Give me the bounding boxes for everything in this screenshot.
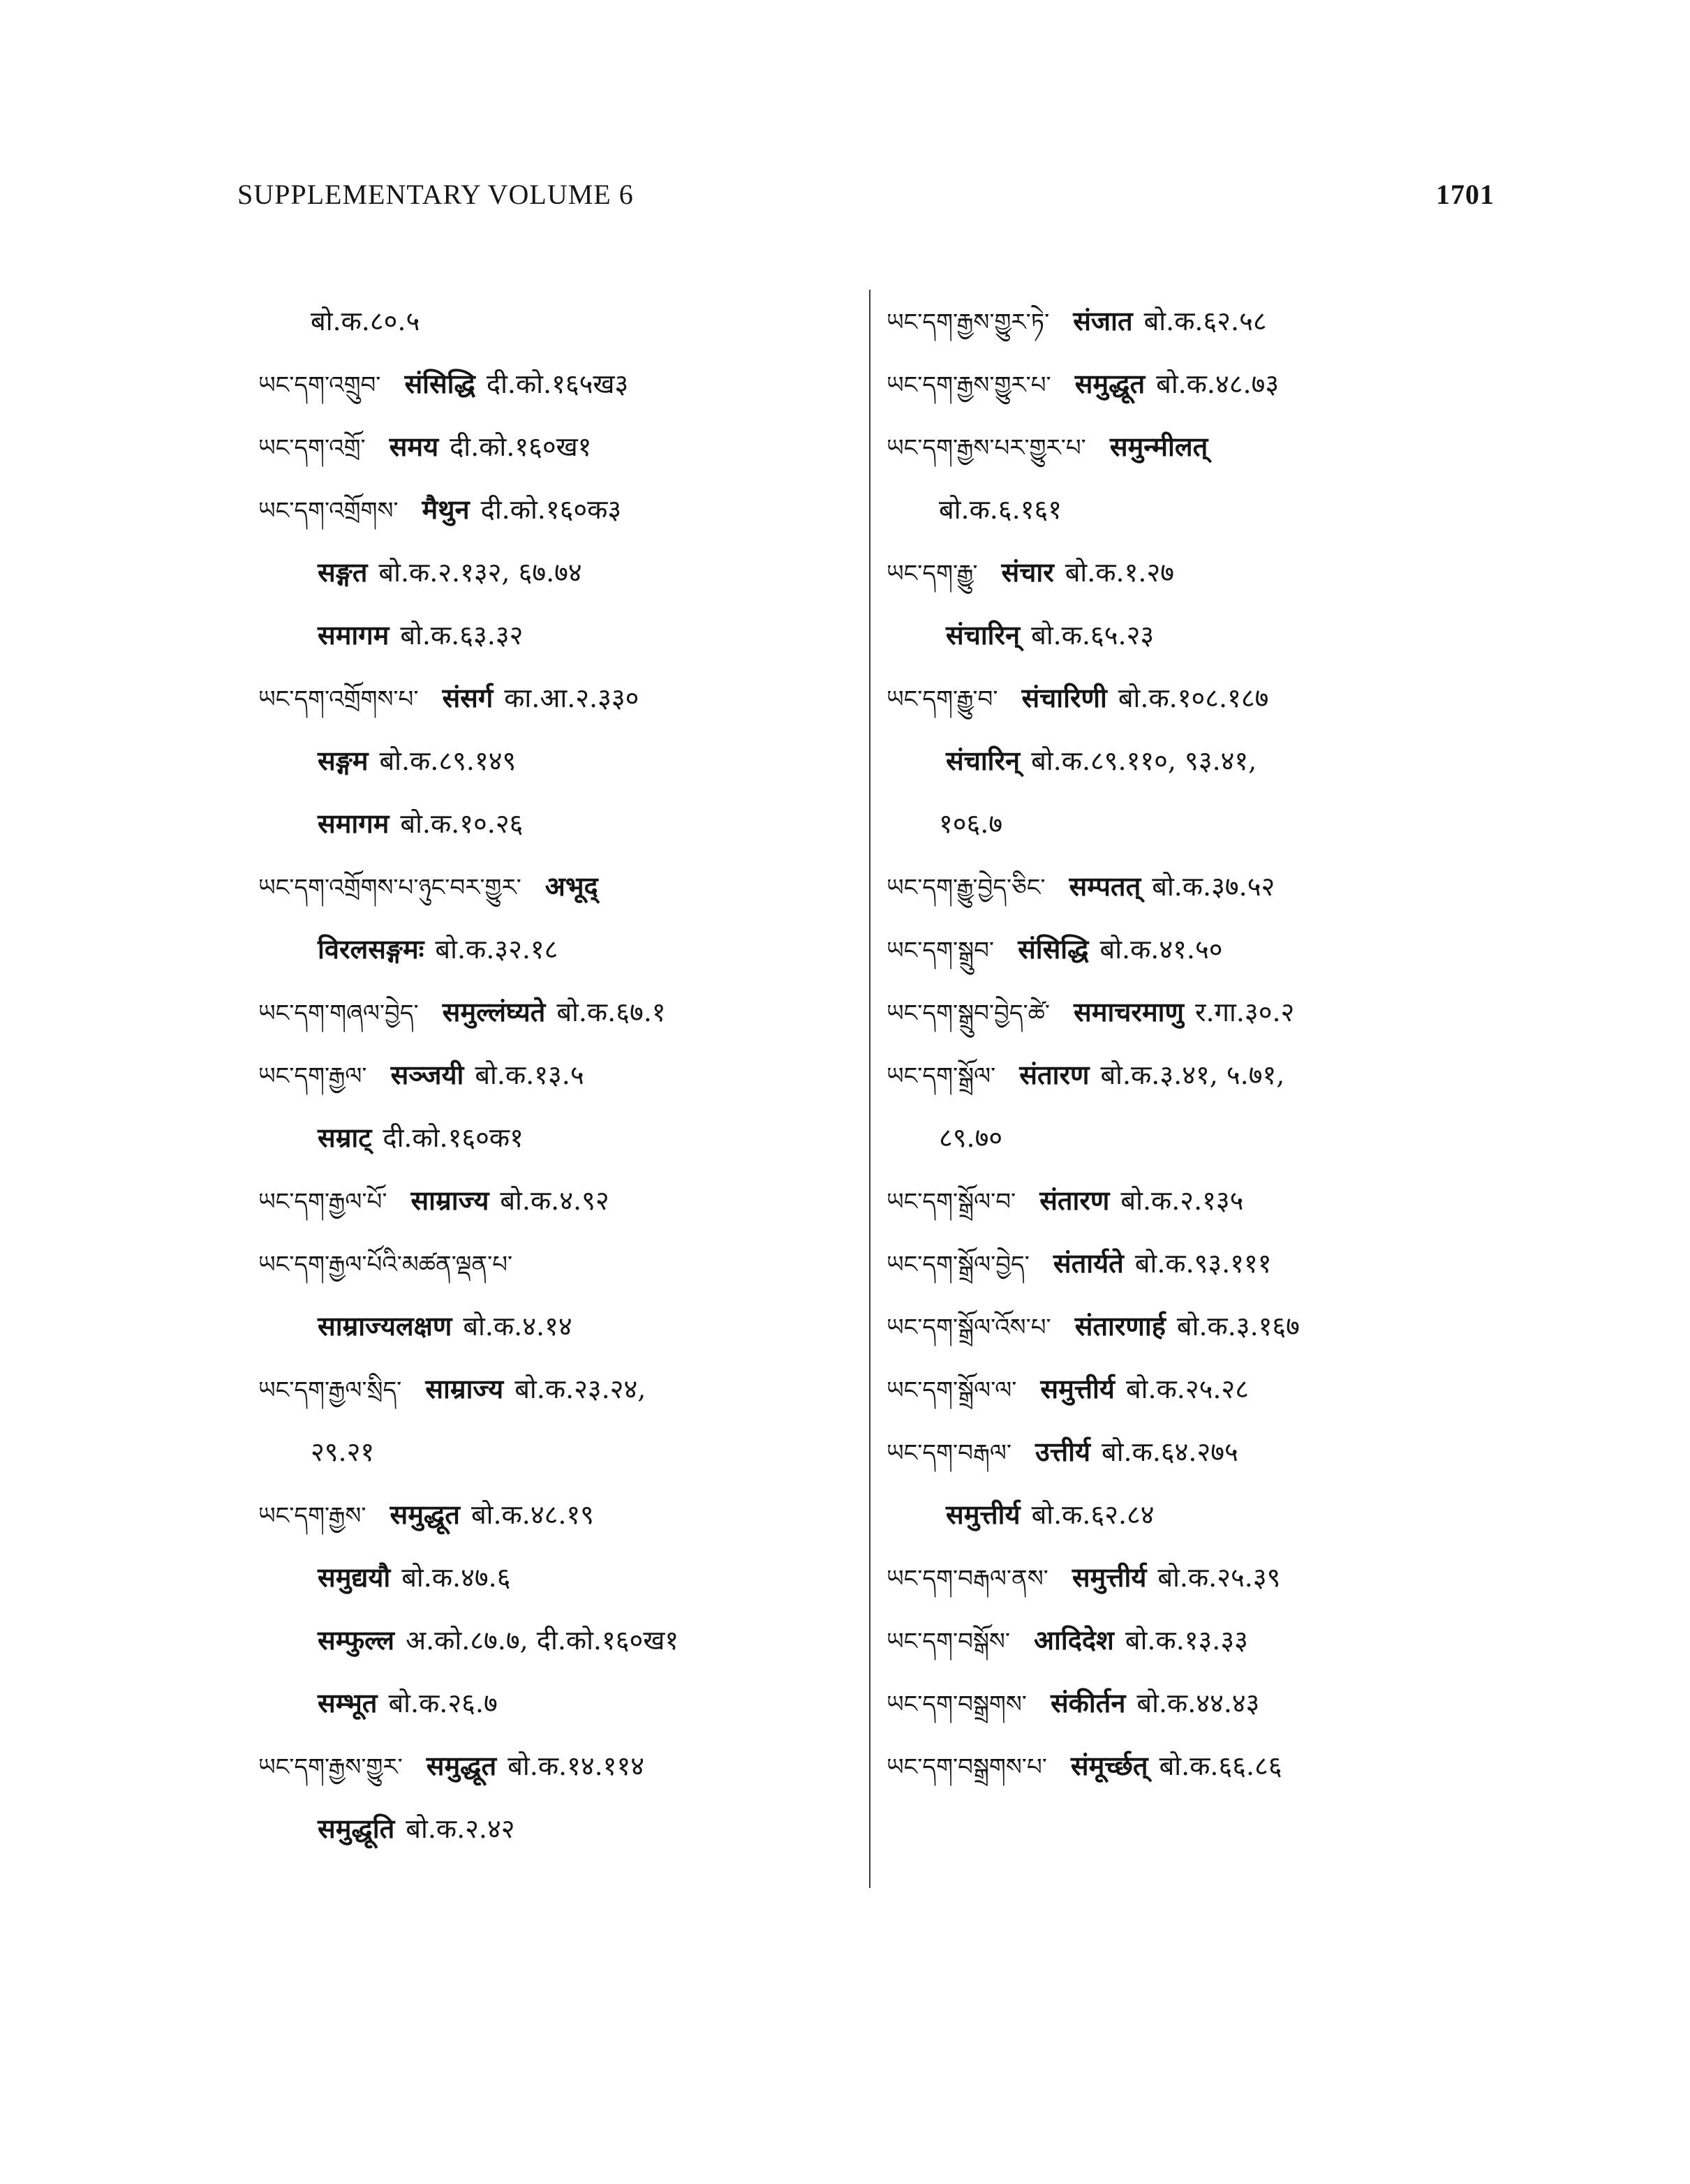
tibetan-headword: ཡང་དག་སྒྲོལ་འོས་པ་ bbox=[887, 1314, 1051, 1342]
dictionary-entry bbox=[887, 1734, 1282, 1797]
sub-entry bbox=[946, 1483, 1155, 1546]
source-reference: बो.क.९३.१११ bbox=[1134, 1248, 1272, 1279]
page-number: 1701 bbox=[1436, 179, 1495, 210]
source-reference: बो.क.१०.२६ bbox=[400, 808, 524, 839]
column-divider bbox=[869, 290, 870, 1888]
dictionary-entry bbox=[887, 1609, 1248, 1672]
sanskrit-equivalent: संजात bbox=[1073, 305, 1133, 336]
sanskrit-equivalent: समुद्धूत bbox=[1074, 368, 1146, 399]
continuation-line bbox=[939, 478, 1062, 541]
source-reference: बो.क.६६.८६ bbox=[1159, 1751, 1282, 1781]
sanskrit-equivalent: सम्भूत bbox=[318, 1687, 378, 1718]
tibetan-headword: ཡང་དག་རྒྱས་གྱུར་པ་ bbox=[887, 371, 1051, 399]
source-reference: बो.क.८९.१४९ bbox=[379, 745, 517, 776]
sanskrit-equivalent: साम्राज्य bbox=[425, 1373, 504, 1404]
sub-entry bbox=[318, 1672, 498, 1734]
sub-entry bbox=[946, 729, 1257, 792]
sanskrit-equivalent: समुत्तीर्य bbox=[1040, 1373, 1115, 1404]
tibetan-headword: ཡང་དག་རྒྱས་གྱུར་ bbox=[258, 1753, 403, 1781]
source-reference: बो.क.६५.२३ bbox=[1031, 620, 1155, 651]
dictionary-entry bbox=[258, 1169, 609, 1232]
sanskrit-equivalent: सम्फुल्ल bbox=[318, 1624, 395, 1656]
dictionary-entry bbox=[887, 1546, 1280, 1609]
sanskrit-equivalent: संसर्ग bbox=[442, 682, 494, 713]
tibetan-headword: ཡང་དག་རྒྱས་ bbox=[258, 1502, 366, 1530]
tibetan-headword: ཡང་དག་གཞལ་བྱེད་ bbox=[258, 1000, 419, 1027]
source-reference: बो.क.२.१३५ bbox=[1120, 1185, 1244, 1216]
sanskrit-equivalent: समुल्लंघ्यते bbox=[442, 996, 546, 1027]
source-reference: बो.क.४८.७३ bbox=[1156, 369, 1280, 399]
source-reference: बो.क.२६.७ bbox=[388, 1688, 498, 1718]
tibetan-headword: ཡང་དག་བསྒོས་ bbox=[887, 1628, 1011, 1656]
tibetan-headword: ཡང་དག་བརྒལ་ bbox=[887, 1439, 1012, 1467]
sanskrit-equivalent: सङ्गम bbox=[318, 745, 369, 776]
dictionary-entry bbox=[258, 352, 628, 415]
tibetan-headword: ཡང་དག་འགྲོགས་ bbox=[258, 497, 399, 525]
source-reference: बो.क.२५.२८ bbox=[1125, 1374, 1249, 1404]
source-reference: बो.क.३२.१८ bbox=[435, 934, 558, 965]
tibetan-headword: ཡང་དག་བསྒྲགས་པ་ bbox=[887, 1753, 1047, 1781]
sanskrit-equivalent: उत्तीर्य bbox=[1035, 1436, 1091, 1467]
sanskrit-equivalent: संतार्यते bbox=[1053, 1247, 1124, 1279]
dictionary-entry bbox=[887, 290, 1267, 352]
tibetan-headword: ཡང་དག་འགྲོ་ bbox=[258, 434, 366, 462]
sanskrit-equivalent: संकीर्तन bbox=[1050, 1687, 1126, 1718]
sanskrit-equivalent: संसिद्धि bbox=[1018, 933, 1089, 965]
sanskrit-equivalent: समुन्मीलत् bbox=[1109, 431, 1208, 462]
source-reference: बो.क.६४.२७५ bbox=[1102, 1436, 1238, 1467]
dictionary-entry bbox=[258, 478, 621, 541]
source-reference: बो.क.४.१४ bbox=[463, 1311, 572, 1342]
sanskrit-equivalent: संतारण bbox=[1019, 1059, 1090, 1090]
dictionary-entry bbox=[887, 415, 1219, 478]
sanskrit-equivalent: समुद्धूत bbox=[390, 1499, 460, 1530]
source-reference: बो.क.१०८.१८७ bbox=[1118, 683, 1269, 713]
running-title: SUPPLEMENTARY VOLUME 6 bbox=[237, 179, 634, 210]
continuation-line bbox=[939, 792, 1002, 855]
source-reference: बो.क.४.९२ bbox=[500, 1185, 609, 1216]
sanskrit-equivalent: संचारिन् bbox=[946, 745, 1021, 776]
sanskrit-equivalent: संचारिणी bbox=[1021, 682, 1107, 713]
tibetan-headword: ཡང་དག་འགྲོགས་པ་ཉུང་བར་གྱུར་ bbox=[258, 874, 521, 902]
source-reference: ८९.७० bbox=[939, 1122, 1003, 1153]
source-reference: बो.क.४४.४३ bbox=[1136, 1688, 1260, 1718]
sanskrit-equivalent: अभूद् bbox=[544, 870, 598, 902]
dictionary-entry bbox=[887, 1232, 1272, 1295]
source-reference: दी.को.१६५ख३ bbox=[486, 369, 629, 399]
dictionary-entry bbox=[258, 1232, 536, 1295]
sub-entry bbox=[318, 1106, 524, 1169]
source-reference: का.आ.२.३३० bbox=[504, 683, 639, 713]
sanskrit-equivalent: विरलसङ्गमः bbox=[318, 933, 424, 965]
source-reference: बो.क.१.२७ bbox=[1065, 557, 1174, 588]
tibetan-headword: ཡང་དག་རྒྱལ་པོའི་མཚན་ལྡན་པ་ bbox=[258, 1251, 513, 1279]
dictionary-entry bbox=[887, 855, 1275, 918]
sanskrit-equivalent: साम्राज्यलक्षण bbox=[318, 1310, 452, 1342]
tibetan-headword: ཡང་དག་རྒྱས་གྱུར་ཏེ་ bbox=[887, 309, 1050, 336]
tibetan-headword: ཡང་དག་འགྲུབ་ bbox=[258, 371, 381, 399]
tibetan-headword: ཡང་དག་འགྲོགས་པ་ bbox=[258, 685, 419, 713]
tibetan-headword: ཡང་དག་རྒྱལ་ bbox=[258, 1062, 367, 1090]
continuation-line bbox=[311, 1420, 374, 1483]
source-reference: बो.क.८०.५ bbox=[311, 306, 420, 336]
source-reference: बो.क.२.४२ bbox=[406, 1813, 515, 1844]
dictionary-entry bbox=[887, 1169, 1243, 1232]
dictionary-entry bbox=[258, 981, 666, 1043]
sanskrit-equivalent: संसिद्धि bbox=[404, 368, 475, 399]
dictionary-entry bbox=[887, 541, 1174, 604]
sanskrit-equivalent: सञ्जयी bbox=[390, 1059, 464, 1090]
source-reference: बो.क.१३.५ bbox=[475, 1060, 584, 1090]
tibetan-headword: ཡང་དག་སྒྲོལ་བྱེད་ bbox=[887, 1251, 1030, 1279]
sanskrit-equivalent: संतारणार्ह bbox=[1074, 1310, 1166, 1342]
source-reference: बो.क.३.४१, ५.७१, bbox=[1100, 1060, 1285, 1090]
sanskrit-equivalent: समुद्धूत bbox=[426, 1750, 497, 1781]
source-reference: बो.क.६२.५८ bbox=[1143, 306, 1267, 336]
tibetan-headword: ཡང་དག་སྒྲོལ་བ་ bbox=[887, 1188, 1016, 1216]
sanskrit-equivalent: साम्राज्य bbox=[410, 1184, 489, 1216]
sanskrit-equivalent: संमूर्च्छत् bbox=[1070, 1750, 1148, 1781]
dictionary-entry bbox=[258, 1734, 644, 1797]
tibetan-headword: ཡང་དག་རྒྱས་པར་གྱུར་པ་ bbox=[887, 434, 1086, 462]
sanskrit-equivalent: समुत्तीर्य bbox=[1072, 1561, 1147, 1593]
source-reference: बो.क.८९.११०, ९३.४१, bbox=[1031, 745, 1257, 776]
source-reference: बो.क.४८.१९ bbox=[470, 1499, 594, 1530]
sub-entry bbox=[318, 1546, 510, 1609]
source-reference: बो.क.४१.५० bbox=[1099, 934, 1223, 965]
dictionary-entry bbox=[258, 855, 609, 918]
sub-entry bbox=[318, 604, 523, 667]
dictionary-entry bbox=[887, 981, 1294, 1043]
dictionary-entry bbox=[258, 1483, 594, 1546]
tibetan-headword: ཡང་དག་སྒྲོལ་ལ་ bbox=[887, 1376, 1017, 1404]
source-reference: दी.को.१६०ख१ bbox=[450, 431, 592, 462]
sanskrit-equivalent: समय bbox=[389, 431, 439, 462]
dictionary-entry bbox=[258, 1043, 584, 1106]
source-reference: बो.क.६३.३२ bbox=[400, 620, 524, 651]
sub-entry bbox=[318, 1797, 515, 1860]
dictionary-entry bbox=[258, 415, 591, 478]
sanskrit-equivalent: समागम bbox=[318, 619, 390, 651]
dictionary-entry bbox=[258, 1358, 646, 1420]
dictionary-entry bbox=[258, 667, 639, 729]
dictionary-entry bbox=[887, 1358, 1249, 1420]
sanskrit-equivalent: सम्पतत् bbox=[1069, 870, 1141, 902]
sanskrit-equivalent: समाचरमाणु bbox=[1074, 996, 1184, 1027]
dictionary-entry bbox=[887, 1043, 1284, 1106]
sub-entry bbox=[318, 729, 516, 792]
sanskrit-equivalent: मैथुन bbox=[422, 493, 470, 525]
source-reference: बो.क.३.१६७ bbox=[1176, 1311, 1300, 1342]
dictionary-entry bbox=[887, 667, 1268, 729]
dictionary-entry bbox=[887, 1672, 1259, 1734]
source-reference: बो.क.३७.५२ bbox=[1152, 871, 1275, 902]
source-reference: बो.क.६७.१ bbox=[556, 997, 666, 1027]
continuation-line bbox=[311, 290, 420, 352]
sanskrit-equivalent: संतारण bbox=[1039, 1184, 1110, 1216]
sanskrit-equivalent: आदिदेश bbox=[1034, 1624, 1114, 1656]
source-reference: अ.को.८७.७, दी.को.१६०ख१ bbox=[406, 1625, 679, 1656]
sanskrit-equivalent: समुद्धूति bbox=[318, 1813, 395, 1844]
dictionary-entry bbox=[887, 918, 1223, 981]
source-reference: बो.क.२३.२४, bbox=[514, 1374, 646, 1404]
source-reference: २९.२१ bbox=[311, 1436, 375, 1467]
source-reference: बो.क.१४.११४ bbox=[507, 1751, 644, 1781]
source-reference: बो.क.१३.३३ bbox=[1125, 1625, 1248, 1656]
sub-entry bbox=[318, 918, 558, 981]
sanskrit-equivalent: संचार bbox=[1001, 556, 1054, 588]
sub-entry bbox=[318, 1295, 572, 1358]
source-reference: दी.को.१६०क१ bbox=[383, 1122, 524, 1153]
page-header bbox=[237, 178, 1495, 220]
tibetan-headword: ཡང་དག་རྒྱུ་ bbox=[887, 560, 978, 588]
source-reference: बो.क.२५.३९ bbox=[1157, 1562, 1281, 1593]
sanskrit-equivalent: समागम bbox=[318, 808, 390, 839]
tibetan-headword: ཡང་དག་རྒྱུ་བྱེད་ཅིང་ bbox=[887, 874, 1046, 902]
sub-entry bbox=[318, 541, 582, 604]
sub-entry bbox=[318, 1609, 679, 1672]
dictionary-entry bbox=[887, 352, 1279, 415]
tibetan-headword: ཡང་དག་སྒྲུབ་བྱེད་ཚེ་ bbox=[887, 1000, 1051, 1027]
tibetan-headword: ཡང་དག་བསྒྲགས་ bbox=[887, 1691, 1027, 1718]
sanskrit-equivalent: समुद्ययौ bbox=[318, 1561, 391, 1593]
sub-entry bbox=[318, 792, 523, 855]
source-reference: बो.क.२.१३२, ६७.७४ bbox=[378, 557, 582, 588]
source-reference: १०६.७ bbox=[939, 808, 1003, 839]
sanskrit-equivalent: समुत्तीर्य bbox=[946, 1499, 1021, 1530]
tibetan-headword: ཡང་དག་སྒྲོལ་ bbox=[887, 1062, 996, 1090]
tibetan-headword: ཡང་དག་སྒྲུབ་ bbox=[887, 937, 995, 965]
tibetan-headword: ཡང་དག་རྒྱལ་པོ་ bbox=[258, 1188, 387, 1216]
dictionary-entry bbox=[887, 1295, 1300, 1358]
source-reference: दी.को.१६०क३ bbox=[480, 494, 622, 525]
source-reference: बो.क.६२.८४ bbox=[1031, 1499, 1155, 1530]
tibetan-headword: ཡང་དག་རྒྱུ་བ་ bbox=[887, 685, 998, 713]
sanskrit-equivalent: सङ्गत bbox=[318, 556, 368, 588]
dictionary-entry bbox=[887, 1420, 1238, 1483]
sub-entry bbox=[946, 604, 1154, 667]
sanskrit-equivalent: संचारिन् bbox=[946, 619, 1021, 651]
continuation-line bbox=[939, 1106, 1002, 1169]
source-reference: र.गा.३०.२ bbox=[1195, 997, 1295, 1027]
source-reference: बो.क.४७.६ bbox=[401, 1562, 511, 1593]
source-reference: बो.क.६.१६१ bbox=[939, 494, 1062, 525]
sanskrit-equivalent: सम्राट् bbox=[318, 1122, 372, 1153]
tibetan-headword: ཡང་དག་རྒྱལ་སྲིད་ bbox=[258, 1376, 402, 1404]
tibetan-headword: ཡང་དག་བརྒལ་ནས་ bbox=[887, 1565, 1048, 1593]
